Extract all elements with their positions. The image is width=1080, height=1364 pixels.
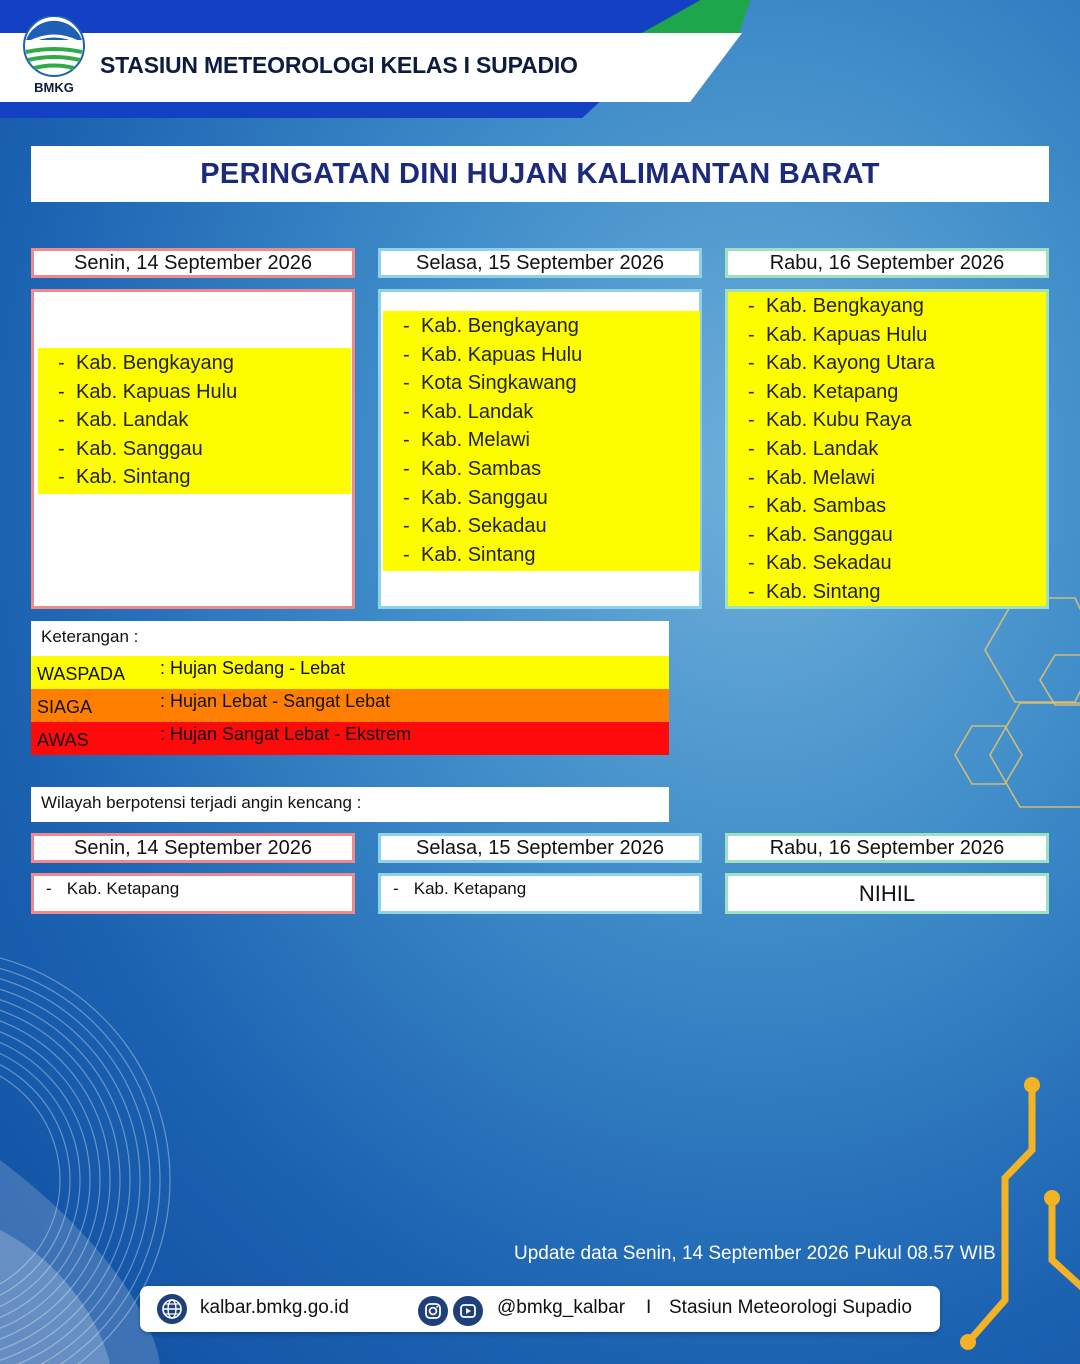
legend-desc: : Hujan Sangat Lebat - Ekstrem <box>160 724 412 744</box>
list-item: - Kab. Kubu Raya <box>728 406 1046 435</box>
title-banner <box>31 146 1049 202</box>
list-item: - Kab. Sambas <box>728 492 1046 521</box>
footer-separator: I <box>646 1297 652 1318</box>
rain-date-day3: Rabu, 16 September 2026 <box>725 248 1049 278</box>
legend-desc: : Hujan Sedang - Lebat <box>160 658 346 678</box>
page-title: PERINGATAN DINI HUJAN KALIMANTAN BARAT <box>200 157 880 190</box>
station-name: STASIUN METEOROLOGI KELAS I SUPADIO <box>100 52 578 78</box>
list-item: - Kab. Sanggau <box>728 521 1046 550</box>
update-timestamp: Update data Senin, 14 September 2026 Pukul 08.57 WIB <box>514 1243 996 1264</box>
instagram-icon[interactable] <box>418 1296 448 1326</box>
list-item: - Kab. Sambas <box>383 455 700 484</box>
legend-row-awas <box>31 722 669 755</box>
youtube-icon[interactable] <box>453 1296 483 1326</box>
wind-area-day3 <box>725 873 1049 914</box>
legend-level: SIAGA <box>37 697 93 717</box>
list-item: - Kab. Kapuas Hulu <box>38 378 351 407</box>
rain-list-box-day1 <box>31 289 355 609</box>
list-item: - Kota Singkawang <box>383 369 700 398</box>
list-item: - Kab. Sanggau <box>383 484 700 513</box>
footer-org-name: Stasiun Meteorologi Supadio <box>669 1297 912 1318</box>
wind-date-day2: Selasa, 15 September 2026 <box>378 833 702 863</box>
wind-area-label: NIHIL <box>858 880 916 906</box>
social-handle[interactable]: @bmkg_kalbar <box>497 1297 626 1318</box>
globe-icon <box>157 1294 187 1324</box>
wind-area-label: Kab. Ketapang <box>66 879 180 898</box>
wind-heading: Wilayah berpotensi terjadi angin kencang : <box>31 787 669 822</box>
bmkg-logo-icon <box>22 16 86 94</box>
legend-heading: Keterangan : <box>31 621 669 656</box>
legend-row-waspada <box>31 656 669 689</box>
list-item: - Kab. Kapuas Hulu <box>383 341 700 370</box>
waspada-area-day1 <box>38 348 351 494</box>
list-item: - Kab. Landak <box>728 435 1046 464</box>
list-item: - Kab. Bengkayang <box>38 349 351 378</box>
waspada-area-day2 <box>383 311 700 571</box>
list-item: - Kab. Sanggau <box>38 435 351 464</box>
list-item: - Kab. Bengkayang <box>728 292 1046 321</box>
rain-list-box-day2 <box>378 289 702 609</box>
website-link[interactable]: kalbar.bmkg.go.id <box>200 1297 349 1318</box>
rain-date-day2: Selasa, 15 September 2026 <box>378 248 702 278</box>
list-item: - Kab. Sekadau <box>728 549 1046 578</box>
wind-area-day2 <box>378 873 702 914</box>
legend-level: AWAS <box>37 730 89 750</box>
list-item: - Kab. Bengkayang <box>383 312 700 341</box>
list-item: - Kab. Sintang <box>728 578 1046 607</box>
legend-desc: : Hujan Lebat - Sangat Lebat <box>160 691 391 711</box>
list-item: - Kab. Melawi <box>728 464 1046 493</box>
list-item: - Kab. Sintang <box>383 541 700 570</box>
wind-area-day1 <box>31 873 355 914</box>
legend-level: WASPADA <box>37 664 126 684</box>
wind-date-day3: Rabu, 16 September 2026 <box>725 833 1049 863</box>
rain-list-box-day3 <box>725 289 1049 609</box>
wind-area-label: Kab. Ketapang <box>413 879 527 898</box>
list-item: - Kab. Melawi <box>383 426 700 455</box>
list-item: - Kab. Landak <box>38 406 351 435</box>
list-item: - Kab. Ketapang <box>728 378 1046 407</box>
rain-date-day1: Senin, 14 September 2026 <box>31 248 355 278</box>
list-item: - Kab. Sintang <box>38 463 351 492</box>
list-item: - Kab. Sekadau <box>383 512 700 541</box>
list-item: - Kab. Kayong Utara <box>728 349 1046 378</box>
list-item: - Kab. Kapuas Hulu <box>728 321 1046 350</box>
legend-row-siaga <box>31 689 669 722</box>
footer-bar <box>140 1286 940 1332</box>
svg-text:BMKG: BMKG <box>34 80 74 94</box>
wind-date-day1: Senin, 14 September 2026 <box>31 833 355 863</box>
list-item: - Kab. Landak <box>383 398 700 427</box>
waspada-area-day3 <box>728 292 1046 606</box>
